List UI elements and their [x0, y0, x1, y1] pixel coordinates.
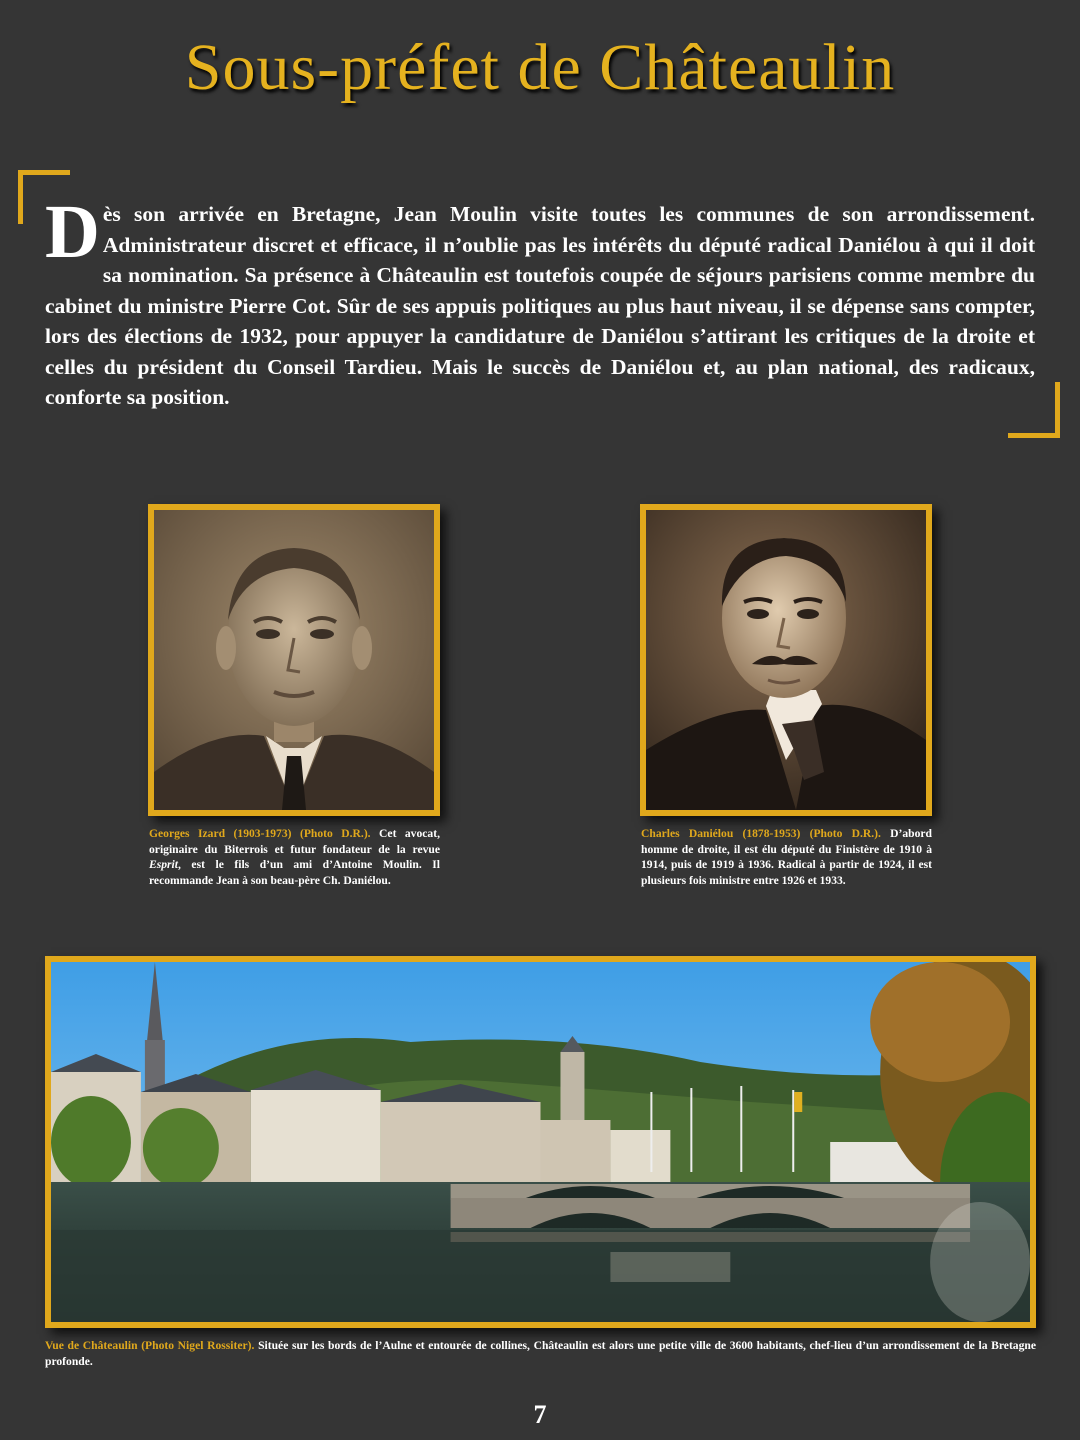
caption-izard-text-2: , est le fils d’un ami d’Antoine Moulin. Il recommande Jean à son beau-père Ch. Daniélou. — [149, 858, 440, 887]
caption-danielou — [641, 826, 932, 888]
caption-chateaulin — [45, 1338, 1036, 1369]
intro-paragraph — [45, 190, 1035, 413]
caption-danielou-text: D’abord homme de droite, il est élu député du Finistère de 1910 à 1914, puis de 1919 à 1936. Radical à partir de 1924, il est plusieurs fois ministre entre 1926 et 1933. — [641, 827, 932, 887]
portrait-danielou-image — [646, 510, 926, 810]
caption-izard — [149, 826, 440, 888]
caption-izard-text-1: Cet avocat, originaire du Biterrois et futur fondateur de la revue — [149, 827, 440, 856]
photo-charles-danielou — [640, 504, 932, 816]
caption-chateaulin-title: Vue de Châteaulin (Photo Nigel Rossiter). — [45, 1339, 255, 1352]
caption-danielou-title: Charles Daniélou (1878-1953) (Photo D.R.). — [641, 827, 881, 840]
drop-cap: D — [45, 190, 100, 274]
photo-georges-izard — [148, 504, 440, 816]
page-title: Sous-préfet de Châteaulin — [184, 31, 896, 104]
portrait-izard-image — [154, 510, 434, 810]
intro-text: ès son arrivée en Bretagne, Jean Moulin visite toutes les communes de son arrondissement. Administrateur discret et efficace, il n’oublie pas les intérêts du député radical Daniélou à qui il doit sa nomination. Sa présence à Châteaulin est toutefois coupée de séjours parisiens comme membre du cabinet du ministre Pierre Cot. Sûr de ses appuis politiques au plus haut niveau, il se dépense sans compter, lors des élections de 1932, pour appuyer la candidature de Daniélou s’attirant les critiques de la droite et celles du président du Conseil Tardieu. Mais le succès de Daniélou et, au plan national, des radicaux, conforte sa position. — [45, 202, 1035, 409]
page-number: 7 — [533, 1400, 547, 1429]
panorama-image — [51, 962, 1030, 1322]
caption-izard-italic: Esprit — [149, 858, 178, 871]
caption-izard-title: Georges Izard (1903-1973) (Photo D.R.). — [149, 827, 371, 840]
caption-chateaulin-text: Située sur les bords de l’Aulne et entourée de collines, Châteaulin est alors une petite ville de 3600 habitants, chef-lieu d’un arrondissement de la Bretagne profonde. — [45, 1339, 1036, 1368]
photo-chateaulin-panorama — [45, 956, 1036, 1328]
